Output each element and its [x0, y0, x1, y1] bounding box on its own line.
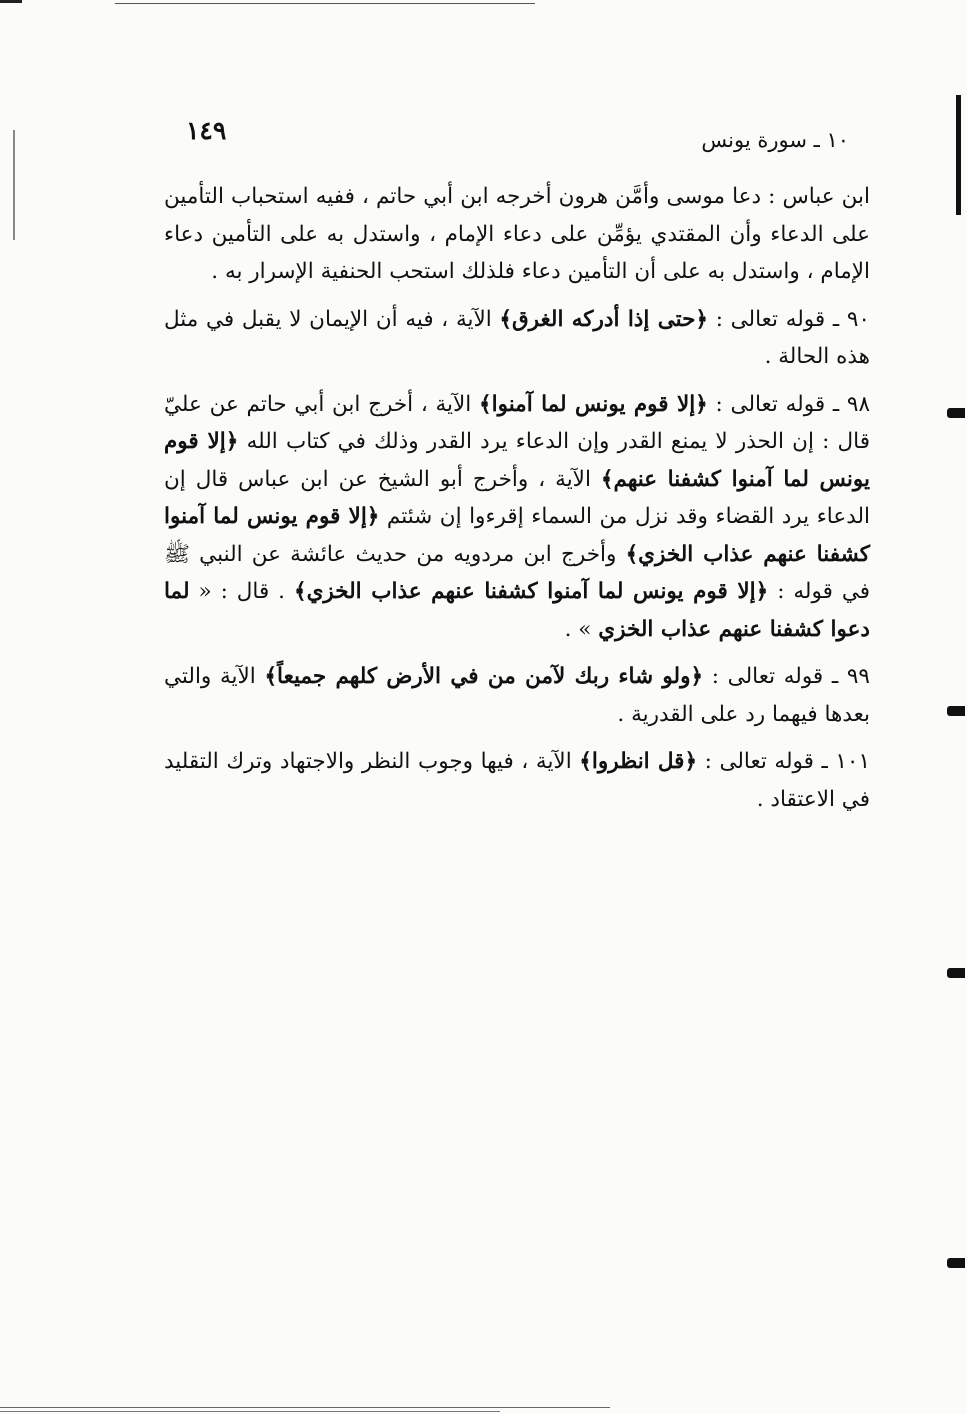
commentary-segment: ١٠١ ـ قوله تعالى : — [697, 749, 870, 774]
paragraph — [164, 301, 870, 376]
commentary-segment: ابن عباس : دعا موسى وأمَّن هرون أخرجه ابن أبي حاتم ، ففيه استحباب التأمين على الدعاء وأن المقتدي يؤمِّن على دعاء الإمام ، واستدل به على التأمين دعاء الإمام ، واستدل به على أن التأمين دعاء فلذلك استحب الحنفية الإسرار به . — [164, 184, 870, 284]
scan-edge-blot — [947, 968, 965, 978]
scan-margin-line — [13, 130, 15, 240]
quran-verse-quote: ﴿إلا قوم يونس لما آمنوا كشفنا عنهم﴾ — [164, 429, 870, 492]
scan-edge-blot — [947, 408, 965, 418]
commentary-segment: . قال : « — [189, 579, 294, 604]
commentary-segment: ٩٠ ـ قوله تعالى : — [708, 306, 870, 332]
commentary-segment: الآية ، فيها وجوب النظر والاجتهاد وترك التقليد في الاعتقاد . — [164, 749, 870, 812]
paragraph — [164, 178, 870, 291]
commentary-text — [164, 178, 870, 828]
commentary-segment: ٩٨ ـ قوله تعالى : — [707, 391, 870, 417]
commentary-segment: الآية والتي بعدها فيهما رد على القدرية . — [164, 664, 870, 727]
scan-top-rule — [115, 3, 535, 4]
commentary-segment: الآية ، أخرج ابن أبي حاتم عن عليّ قال : إن الحذر لا يمنع القدر وإن الدعاء يرد القدر وذلك في كتاب الله — [164, 391, 871, 454]
scan-bottom-rule — [0, 1411, 500, 1412]
commentary-segment: ٩٩ ـ قوله تعالى : — [703, 664, 870, 689]
scan-bottom-rule — [0, 1407, 610, 1408]
scan-edge-blot — [947, 706, 965, 716]
paragraph — [164, 743, 870, 818]
paragraph — [164, 658, 870, 733]
scan-binding-edge — [956, 95, 961, 215]
commentary-segment: وأخرج ابن مردويه من حديث عائشة عن النبي ﷺ في قوله : — [164, 541, 871, 604]
quran-verse-quote: ﴿قل انظروا﴾ — [579, 749, 698, 774]
quran-verse-quote: ﴿إلا قوم يونس لما آمنوا كشفنا عنهم عذاب الخزي﴾ — [293, 579, 769, 604]
paragraph — [164, 386, 870, 649]
scan-edge-mark — [0, 0, 22, 3]
commentary-segment: الآية ، وأخرج أبو الشيخ عن ابن عباس قال إن الدعاء يرد القضاء وقد نزل من السماء إقرءوا إن شئتم — [164, 466, 870, 529]
scan-edge-blot — [947, 1258, 965, 1268]
page-number: ١٤٩ — [186, 116, 227, 145]
quran-verse-quote: ﴿ولو شاء ربك لآمن من في الأرض كلهم جميعاً﴾ — [264, 664, 704, 689]
quran-verse-quote: ﴿حتى إذا أدركه الغرق﴾ — [499, 306, 708, 332]
quran-verse-quote: لما دعوا كشفنا عنهم عذاب الخزي — [164, 579, 870, 642]
quran-verse-quote: ﴿إلا قوم يونس لما آمنوا﴾ — [479, 391, 708, 417]
commentary-segment: الآية ، فيه أن الإيمان لا يقبل في مثل هذه الحالة . — [164, 306, 870, 369]
chapter-title: ١٠ ـ سورة يونس — [701, 128, 849, 152]
commentary-segment: » . — [564, 616, 599, 642]
quran-verse-quote: ﴿إلا قوم يونس لما آمنوا كشفنا عنهم عذاب الخزي﴾ — [164, 504, 870, 567]
